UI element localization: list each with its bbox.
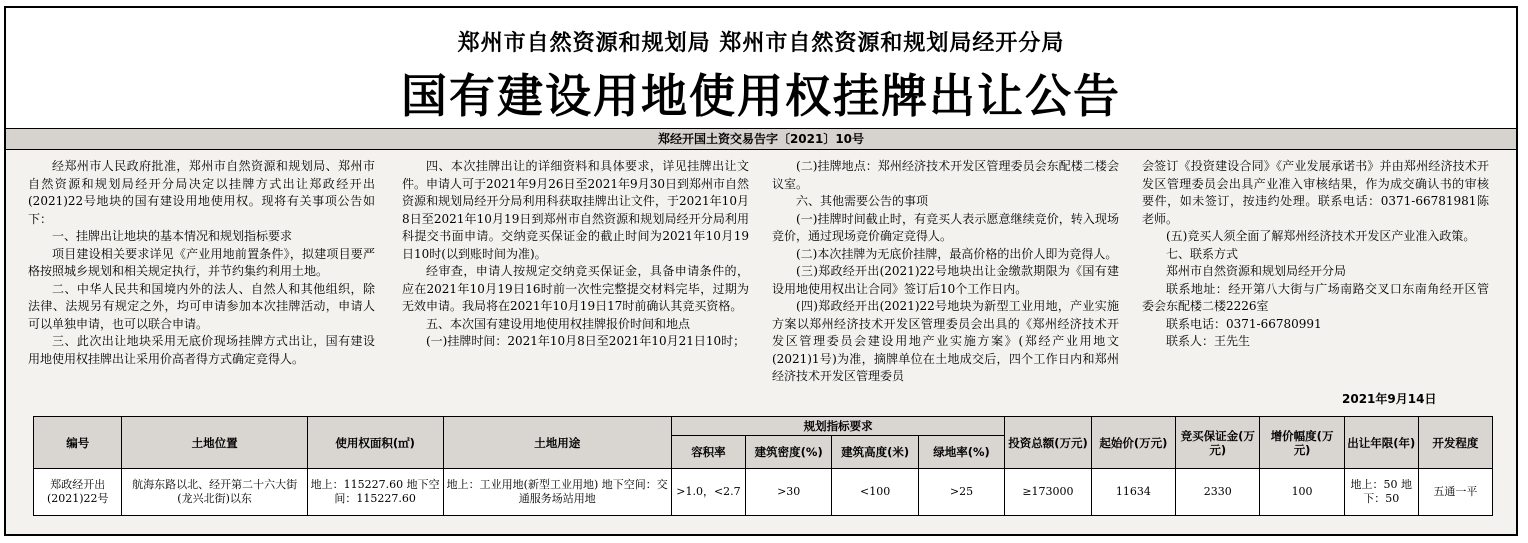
header-use: 土地用途: [443, 417, 671, 469]
paragraph: 三、此次出让地块采用无底价现场挂牌方式出让，国有建设用地使用权挂牌出让采用价高者得方式确定竞得人。: [28, 334, 375, 366]
header-green: 绿地率(%): [918, 436, 1004, 469]
cell-use: 地上：工业用地(新型工业用地) 地下空间：交通服务场站用地: [443, 469, 671, 516]
paragraph: (一)挂牌时间：2021年10月8日至2021年10月21日10时；: [426, 334, 746, 348]
header-investment: 投资总额(万元): [1005, 417, 1091, 469]
paragraph: 经审查，申请人按规定交纳竞买保证金，具备申请条件的，应在2021年10月19日16时前一次性完整提交材料完毕，过期为无效申请。我局将在2021年10月19日17时前确认其竞买资格。: [402, 264, 749, 313]
paragraph: 五、本次国有建设用地使用权挂牌报价时间和地点: [426, 316, 691, 331]
header-deposit: 竞买保证金(万元): [1176, 417, 1260, 469]
cell-number: 郑政经开出(2021)22号: [34, 469, 122, 516]
cell-far: >1.0，<2.7: [671, 469, 745, 516]
paragraph: (一)挂牌时间截止时，有竞买人表示愿意继续竞价，转入现场竞价，通过现场竞价确定竞得人。: [772, 211, 1119, 243]
cell-area: 地上：115227.60 地下空间：115227.60: [307, 469, 443, 516]
paragraph: (三)郑政经开出(2021)22号地块出让金缴款期限为《国有建设用地使用权出让合同》签订后10个工作日内。: [772, 264, 1119, 296]
cell-green: >25: [918, 469, 1004, 516]
header-term: 出让年限(年): [1344, 417, 1418, 469]
cell-increment: 100: [1260, 469, 1344, 516]
header-number: 编号: [34, 417, 122, 469]
cell-deposit: 2330: [1176, 469, 1260, 516]
paragraph: 联系人：王先生: [1166, 334, 1251, 348]
paragraph: 项目建设相关要求详见《产业用地前置条件》，拟建项目要严格按照城乡规划和相关规定执行，并节约集约利用土地。: [28, 246, 375, 278]
text-column-2: [402, 158, 749, 351]
header-far: 容积率: [671, 436, 745, 469]
cell-start-price: 11634: [1091, 469, 1175, 516]
text-column-1: [28, 158, 375, 368]
text-column-4: [1142, 158, 1489, 351]
paragraph: 二、中华人民共和国境内外的法人、自然人和其他组织，除法律、法规另有规定之外，均可申请参加本次挂牌活动，申请人可以单独申请，也可以联合申请。: [28, 281, 375, 331]
cell-term: 地上：50 地下：50: [1344, 469, 1418, 516]
table-row: [34, 469, 1493, 516]
issuing-authorities: 郑州市自然资源和规划局 郑州市自然资源和规划局经开分局: [457, 31, 1065, 56]
paragraph: 一、挂牌出让地块的基本情况和规划指标要求: [52, 229, 293, 243]
header-start-price: 起始价(万元): [1091, 417, 1175, 469]
header-development: 开发程度: [1418, 417, 1492, 469]
publication-date: 2021年9月14日: [1342, 392, 1437, 406]
header-height: 建筑高度(米): [832, 436, 918, 469]
cell-density: >30: [745, 469, 831, 516]
paragraph: 四、本次挂牌出让的详细资料和具体要求，详见挂牌出让文件。申请人可于2021年9月26日至2021年9月30日到郑州市自然资源和规划局经开分局利用科获取挂牌出让文件，于2021年10月8日至2021年10月19日到郑州市自然资源和规划局经开分局利用科提交书面申请。交纳竞买保证金的截止时间为2021年10月19日10时(以到账时间为准)。: [402, 159, 749, 261]
paragraph: 经郑州市人民政府批准，郑州市自然资源和规划局、郑州市自然资源和规划局经开分局决定以挂牌方式出让郑政经开出(2021)22号地块的国有建设用地使用权。现将有关事项公告如下：: [28, 159, 375, 226]
announcement-header: [6, 8, 1516, 128]
paragraph: (二)挂牌地点：郑州经济技术开发区管理委员会东配楼二楼会议室。: [772, 159, 1119, 191]
paragraph: 联系地址：经开第八大街与广场南路交叉口东南角经开区管委会东配楼二楼2226室: [1142, 281, 1489, 313]
document-number: 郑经开国土资交易告字〔2021〕10号: [6, 128, 1516, 150]
paragraph: (五)竞买人须全面了解郑州经济技术开发区产业准入政策。: [1166, 229, 1476, 243]
cell-height: <100: [832, 469, 918, 516]
header-planning: 规划指标要求: [671, 417, 1004, 436]
cell-investment: ≥173000: [1005, 469, 1091, 516]
cell-development: 五通一平: [1418, 469, 1492, 516]
paragraph: (二)本次挂牌为无底价挂牌，最高价格的出价人即为竞得人。: [796, 246, 1118, 261]
paragraph: (四)郑政经开出(2021)22号地块为新型工业用地，产业实施方案以郑州经济技术开发区管理委员会出具的《郑州经济技术开发区管理委员会建设用地产业实施方案》(郑经产业用地文(2021)1号)为准，摘牌单位在土地成交后，四个工作日内和郑州经济技术开发区管理委员: [772, 299, 1119, 383]
announcement-title: 国有建设用地使用权挂牌出让公告: [401, 69, 1121, 123]
header-location: 土地位置: [122, 417, 307, 469]
paragraph: 七、联系方式: [1166, 246, 1239, 261]
paragraph: 六、其他需要公告的事项: [796, 194, 929, 208]
paragraph: 郑州市自然资源和规划局经开分局: [1166, 264, 1347, 278]
cell-location: 航海东路以北、经开第二十六大街(龙兴北街)以东: [122, 469, 307, 516]
header-density: 建筑密度(%): [745, 436, 831, 469]
paragraph: 联系电话：0371-66780991: [1166, 316, 1322, 331]
paragraph: 会签订《投资建设合同》《产业发展承诺书》并由郑州经济技术开发区管理委员会出具产业准入审核结果，作为成交确认书的审核要件，如未签订，按违约处理。联系电话：0371-66781981陈老师。: [1142, 159, 1489, 226]
header-area: 使用权面积(㎡): [307, 417, 443, 469]
text-column-3: [772, 158, 1119, 386]
header-increment: 增价幅度(万元): [1260, 417, 1344, 469]
table-header-row: [34, 417, 1493, 436]
land-parcel-table: [33, 416, 1493, 516]
